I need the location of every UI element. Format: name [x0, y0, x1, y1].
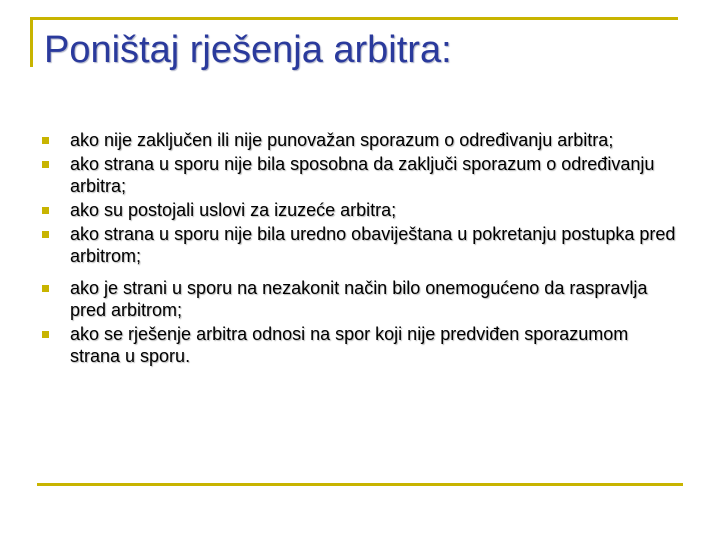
bullet-text: ako nije zaključen ili nije punovažan sporazum o određivanju arbitra; [70, 130, 614, 150]
slide-title: Poništaj rješenja arbitra: [44, 29, 452, 71]
bullet-text: ako strana u sporu nije bila uredno obaviještana u pokretanju postupka pred arbitrom; [70, 224, 676, 266]
square-bullet-icon [42, 137, 49, 144]
square-bullet-icon [42, 161, 49, 168]
bullet-item [42, 153, 682, 197]
bullet-text: ako su postojali uslovi za izuzeće arbitra; [70, 200, 397, 220]
square-bullet-icon [42, 207, 49, 214]
bullet-text: ako se rješenje arbitra odnosi na spor koji nije predviđen sporazumom strana u sporu. [70, 324, 629, 366]
bullet-text: ako strana u sporu nije bila sposobna da zaključi sporazum o određivanju arbitra; [70, 154, 655, 196]
bullet-item [42, 323, 682, 367]
bullet-list [42, 129, 682, 369]
bullet-item [42, 277, 682, 321]
frame-bottom-line [37, 483, 683, 486]
bullet-item [42, 223, 682, 267]
square-bullet-icon [42, 231, 49, 238]
bullet-item [42, 129, 682, 151]
square-bullet-icon [42, 331, 49, 338]
frame-left-line [30, 17, 33, 67]
bullet-text: ako je strani u sporu na nezakonit način bilo onemogućeno da raspravlja pred arbitrom; [70, 278, 648, 320]
bullet-item [42, 199, 682, 221]
square-bullet-icon [42, 285, 49, 292]
frame-top-line [30, 17, 678, 20]
